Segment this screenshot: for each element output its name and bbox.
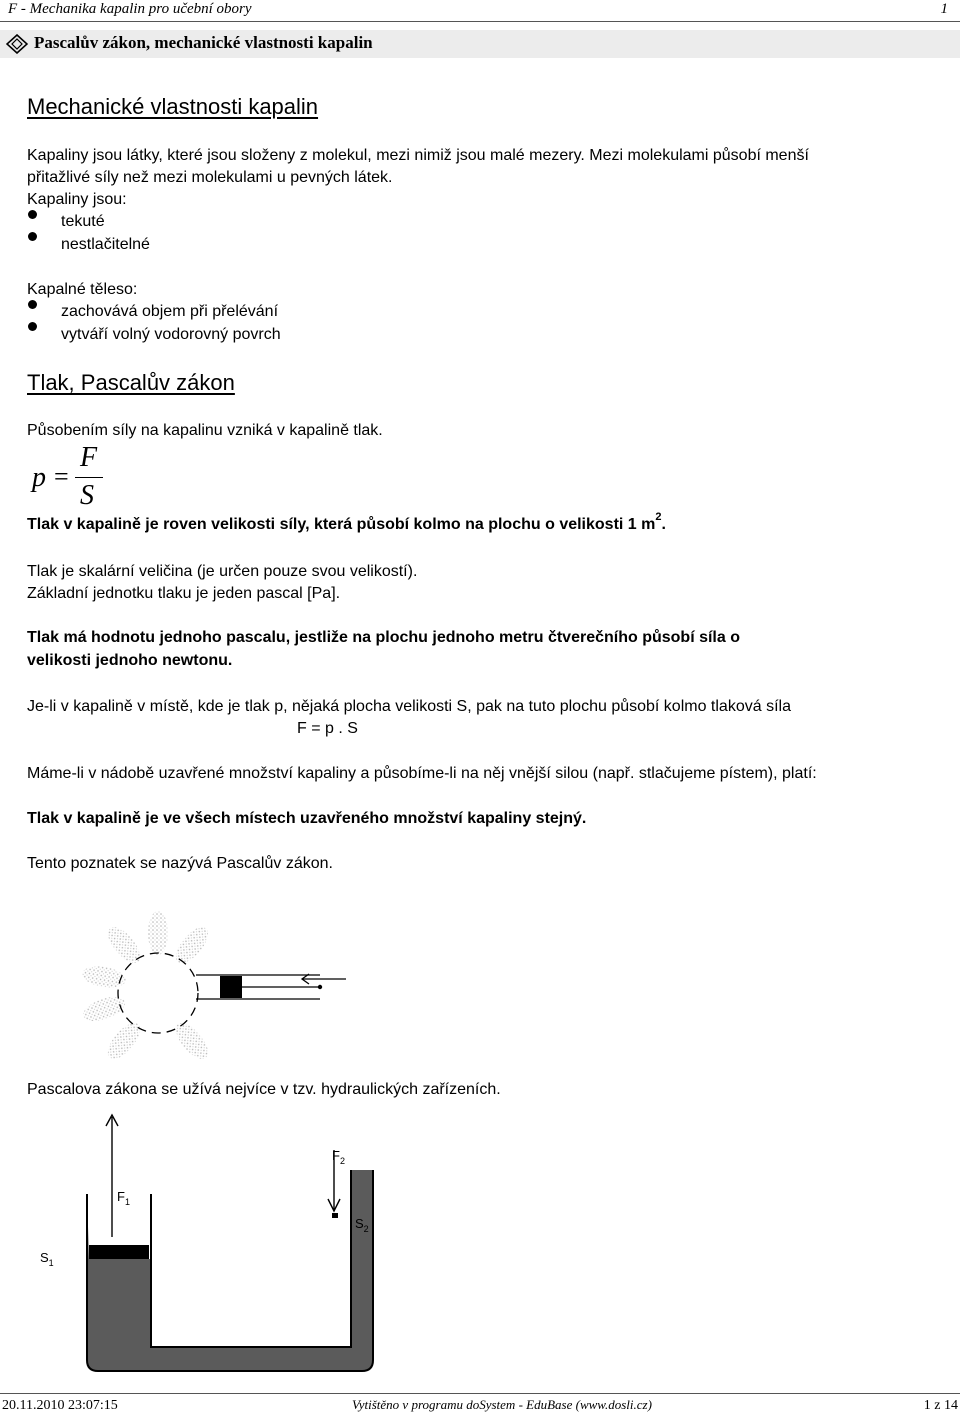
- page-number: 1: [940, 1, 948, 17]
- period: .: [661, 516, 666, 533]
- print-timestamp: 20.11.2010 23:07:15: [2, 1398, 118, 1413]
- document-title: F - Mechanika kapalin pro učební obory: [8, 1, 252, 17]
- pressure-formula: [30, 444, 140, 514]
- hydraulic-statement: Pascalova zákona se užívá nejvíce v tzv. hydraulických zařízeních.: [27, 1081, 501, 1098]
- formula-denominator: S: [80, 480, 94, 511]
- label-s2: $S_2$: [355, 1216, 369, 1234]
- pascal-definition-line-1: Tlak má hodnotu jednoho pascalu, jestliže na plochu jednoho metru čtverečního působí síla o: [27, 629, 740, 646]
- heading-pascal-law: Tlak, Pascalův zákon: [27, 370, 235, 395]
- header-divider: [0, 21, 960, 22]
- bullet-icon: [28, 210, 37, 219]
- label-s1: $S_1$: [40, 1250, 54, 1268]
- list-item: tekuté: [61, 213, 105, 230]
- footer-divider: [0, 1393, 960, 1394]
- pressure-definition-text: Tlak v kapalině je roven velikosti síly, která působí kolmo na plochu o velikosti 1 m: [27, 516, 656, 533]
- pascal-law-name: Tento poznatek se nazývá Pascalův zákon.: [27, 855, 333, 872]
- formula-numerator: F: [80, 442, 98, 473]
- heading-mechanical-properties: Mechanické vlastnosti kapalin: [27, 94, 319, 119]
- list-item: vytváří volný vodorovný povrch: [61, 326, 281, 343]
- bullet-icon: [28, 232, 37, 241]
- fraction-bar: [75, 477, 103, 478]
- formula-lhs: p: [32, 462, 46, 493]
- pressure-intro: Působením síly na kapalinu vzniká v kapalině tlak.: [27, 422, 383, 439]
- printed-by: Vytištěno v programu doSystem - EduBase (www.dosli.cz): [352, 1397, 652, 1412]
- scalar-statement: Tlak je skalární veličina (je určen pouze svou velikostí).: [27, 563, 418, 580]
- bullet-icon: [28, 300, 37, 309]
- section-title: Pascalův zákon, mechanické vlastnosti kapalin: [34, 33, 373, 52]
- closed-vessel-statement: Máme-li v nádobě uzavřené množství kapaliny a působíme-li na něj vnější silou (např. stlačujeme pístem), platí:: [27, 765, 817, 782]
- list-item: nestlačitelné: [61, 236, 150, 253]
- pressure-definition: [27, 511, 666, 537]
- intro-line-1: Kapaliny jsou látky, které jsou složeny z molekul, mezi nimiž jsou malé mezery. Mezi molekulami působí menší: [27, 147, 809, 164]
- label-f2: $F_2$: [332, 1148, 345, 1166]
- intro-line-2: přitažlivé síly než mezi molekulami u pevných látek.: [27, 169, 393, 186]
- unit-statement: Základní jednotku tlaku je jeden pascal [Pa].: [27, 585, 341, 602]
- page-count: 1 z 14: [923, 1398, 958, 1413]
- pascal-definition-line-2: velikosti jednoho newtonu.: [27, 652, 233, 669]
- liquids-label: Kapaliny jsou:: [27, 191, 127, 208]
- hydraulic-press-diagram: [20, 1112, 480, 1382]
- body-label: Kapalné těleso:: [27, 281, 138, 298]
- force-arrow-icon: [300, 972, 350, 986]
- list-item: zachovává objem při přelévání: [61, 303, 279, 320]
- label-f1: $F_1$: [117, 1189, 130, 1207]
- superscript: 2: [655, 511, 662, 523]
- bullet-icon: [28, 322, 37, 331]
- diamond-arrows-icon: [6, 34, 28, 54]
- force-formula: F = p . S: [297, 720, 358, 737]
- force-statement: Je-li v kapalině v místě, kde je tlak p, nějaká plocha velikosti S, pak na tuto plochu působí kolmo tlaková síla: [27, 698, 791, 715]
- pascal-law-statement: Tlak v kapalině je ve všech místech uzavřeného množství kapaliny stejný.: [27, 810, 587, 827]
- formula-equals: =: [54, 462, 69, 491]
